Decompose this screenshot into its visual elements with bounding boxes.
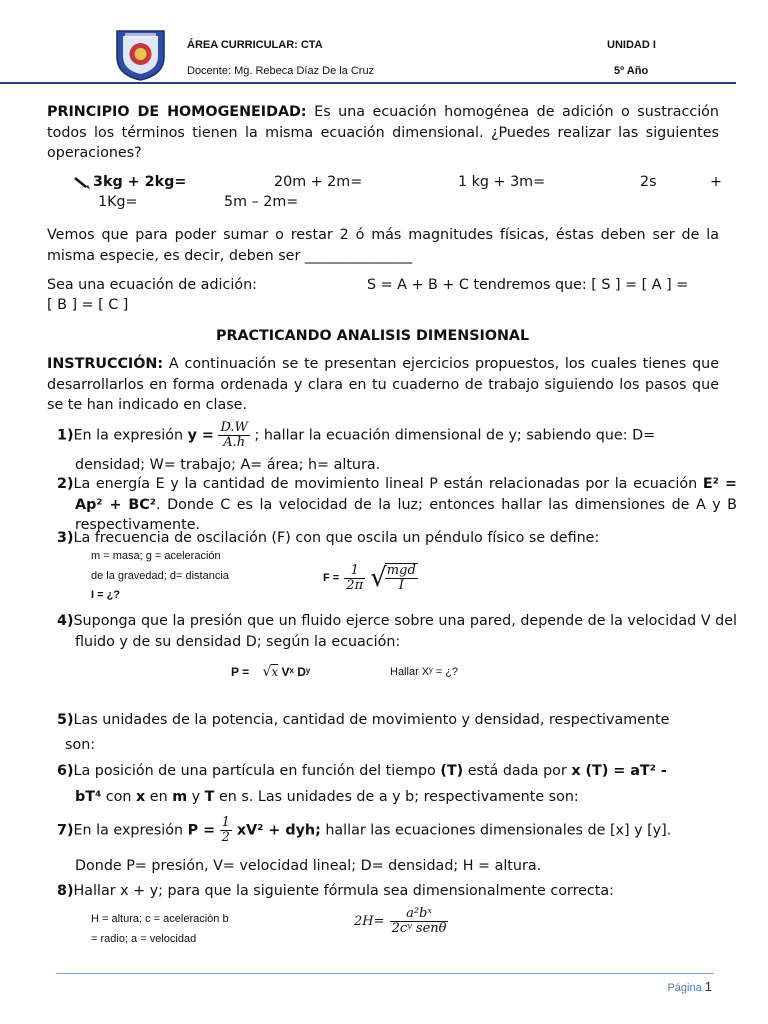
- sea-cont: [ B ] = [ C ]: [47, 297, 129, 313]
- q8-formula: 2H= $\frac{\text{a²bˣ}}{\text{2cʸ senθ}}$: [354, 906, 447, 936]
- op-1: 3kg + 2kg=: [93, 174, 187, 190]
- q8-legend-1: H = altura; c = aceleración b: [91, 913, 229, 925]
- question-7: 7)En la expresión P = $\frac{1}{2}$ xV² + dyh; hallar las ecuaciones dimensionales de [x] y [y].: [57, 815, 672, 845]
- header-rule: [0, 82, 736, 84]
- q8-legend-2: = radio; a = velocidad: [91, 933, 197, 945]
- radical-icon: √: [262, 664, 272, 680]
- question-1: 1)En la expresión y = $\frac{D.W}{A.h}$ ; hallar la ecuación dimensional de y; sabiendo que: D=: [57, 420, 656, 450]
- op-2: 20m + 2m=: [274, 174, 363, 190]
- instruccion-paragraph: [47, 354, 719, 416]
- question-1-cont: densidad; W= trabajo; A= área; h= altura.: [75, 457, 381, 473]
- header-grado: 5º Año: [614, 65, 649, 77]
- header-area: ÁREA CURRICULAR: CTA: [187, 39, 323, 51]
- footer-rule: [56, 973, 714, 974]
- question-8: 8)Hallar x + y; para que la siguiente fórmula sea dimensionalmente correcta:: [57, 883, 614, 899]
- instruccion-text: A continuación se te presentan ejercicios propuestos, los cuales tienes que desarrollarlos en forma ordenada y clara en tu cuaderno de trabajo siguiendo los pasos que se te han indicado en clase.: [47, 356, 719, 413]
- footer-label: Página: [667, 982, 702, 994]
- q7-fraction: $\frac{1}{2}$: [221, 815, 230, 845]
- op-6: 5m – 2m=: [224, 194, 299, 210]
- radical-icon: √: [370, 563, 387, 593]
- question-5-cont: son:: [65, 737, 96, 753]
- op-5: 1Kg=: [98, 194, 138, 210]
- header-unidad: UNIDAD I: [607, 39, 656, 51]
- question-2: 2)La energía E y la cantidad de movimiento lineal P están relacionadas por la ecuación E² = Ap² + BC². Donde C es la velocidad de la luz; entonces hallar las dimensiones de A y B respectivamente.: [57, 476, 737, 533]
- question-6: 6)La posición de una partícula en función del tiempo (T) está dada por x (T) = aT² -: [57, 763, 667, 779]
- op-4: 2s: [640, 174, 657, 190]
- question-7-cont: Donde P= presión, V= velocidad lineal; D= densidad; H = altura.: [75, 858, 542, 874]
- sea-right: S = A + B + C tendremos que: [ S ] = [ A ] =: [367, 277, 689, 293]
- op-3: 1 kg + 3m=: [458, 174, 546, 190]
- practicando-title: PRACTICANDO ANALISIS DIMENSIONAL: [216, 328, 530, 344]
- q4-hallar: Hallar Xʸ = ¿?: [390, 666, 459, 678]
- question-5: 5)Las unidades de la potencia, cantidad de movimiento y densidad, respectivamente: [57, 712, 670, 728]
- question-4: 4)Suponga que la presión que un fluido ejerce sobre una pared, depende de la velocidad V del fluido y de su densidad D; según la ecuación:: [57, 613, 737, 650]
- q3-formula: F = $\frac{1}{2\pi}$ √ $\frac{\text{mgd}}{I}$: [323, 562, 416, 593]
- sea-left: Sea una ecuación de adición:: [47, 277, 257, 293]
- vemos-paragraph: Vemos que para poder sumar o restar 2 ó más magnitudes físicas, éstas deben ser de la misma especie, es decir, deben ser _______________: [47, 227, 719, 264]
- principio-paragraph: [47, 102, 719, 164]
- question-6-cont: bT⁴ con x en m y T en s. Las unidades de a y b; respectivamente son:: [75, 789, 579, 805]
- q3-legend-3: I = ¿?: [91, 589, 121, 601]
- principio-title: PRINCIPIO DE HOMOGENEIDAD:: [47, 104, 307, 120]
- page-number: 1: [704, 979, 712, 994]
- q4-formula: P = √x Vˣ Dʸ: [231, 664, 311, 680]
- question-3: 3)La frecuencia de oscilación (F) con que oscila un péndulo físico se define:: [57, 530, 600, 546]
- page-footer: [667, 979, 712, 994]
- q1-fraction: $\frac{D.W}{A.h}$: [220, 420, 248, 450]
- header-docente: Docente: Mg. Rebeca Díaz De la Cruz: [187, 65, 375, 77]
- pencil-icon: [73, 175, 91, 194]
- op-4-plus: +: [710, 174, 722, 190]
- q3-legend-1: m = masa; g = aceleración: [91, 550, 221, 562]
- q3-legend-2: de la gravedad; d= distancia: [91, 570, 229, 582]
- principio-text: Es una ecuación homogénea de adición o sustracción todos los términos tienen la misma ecuación dimensional. ¿Puedes realizar las siguientes operaciones?: [47, 104, 719, 161]
- instruccion-label: INSTRUCCIÓN:: [47, 356, 164, 372]
- school-logo: [113, 27, 168, 82]
